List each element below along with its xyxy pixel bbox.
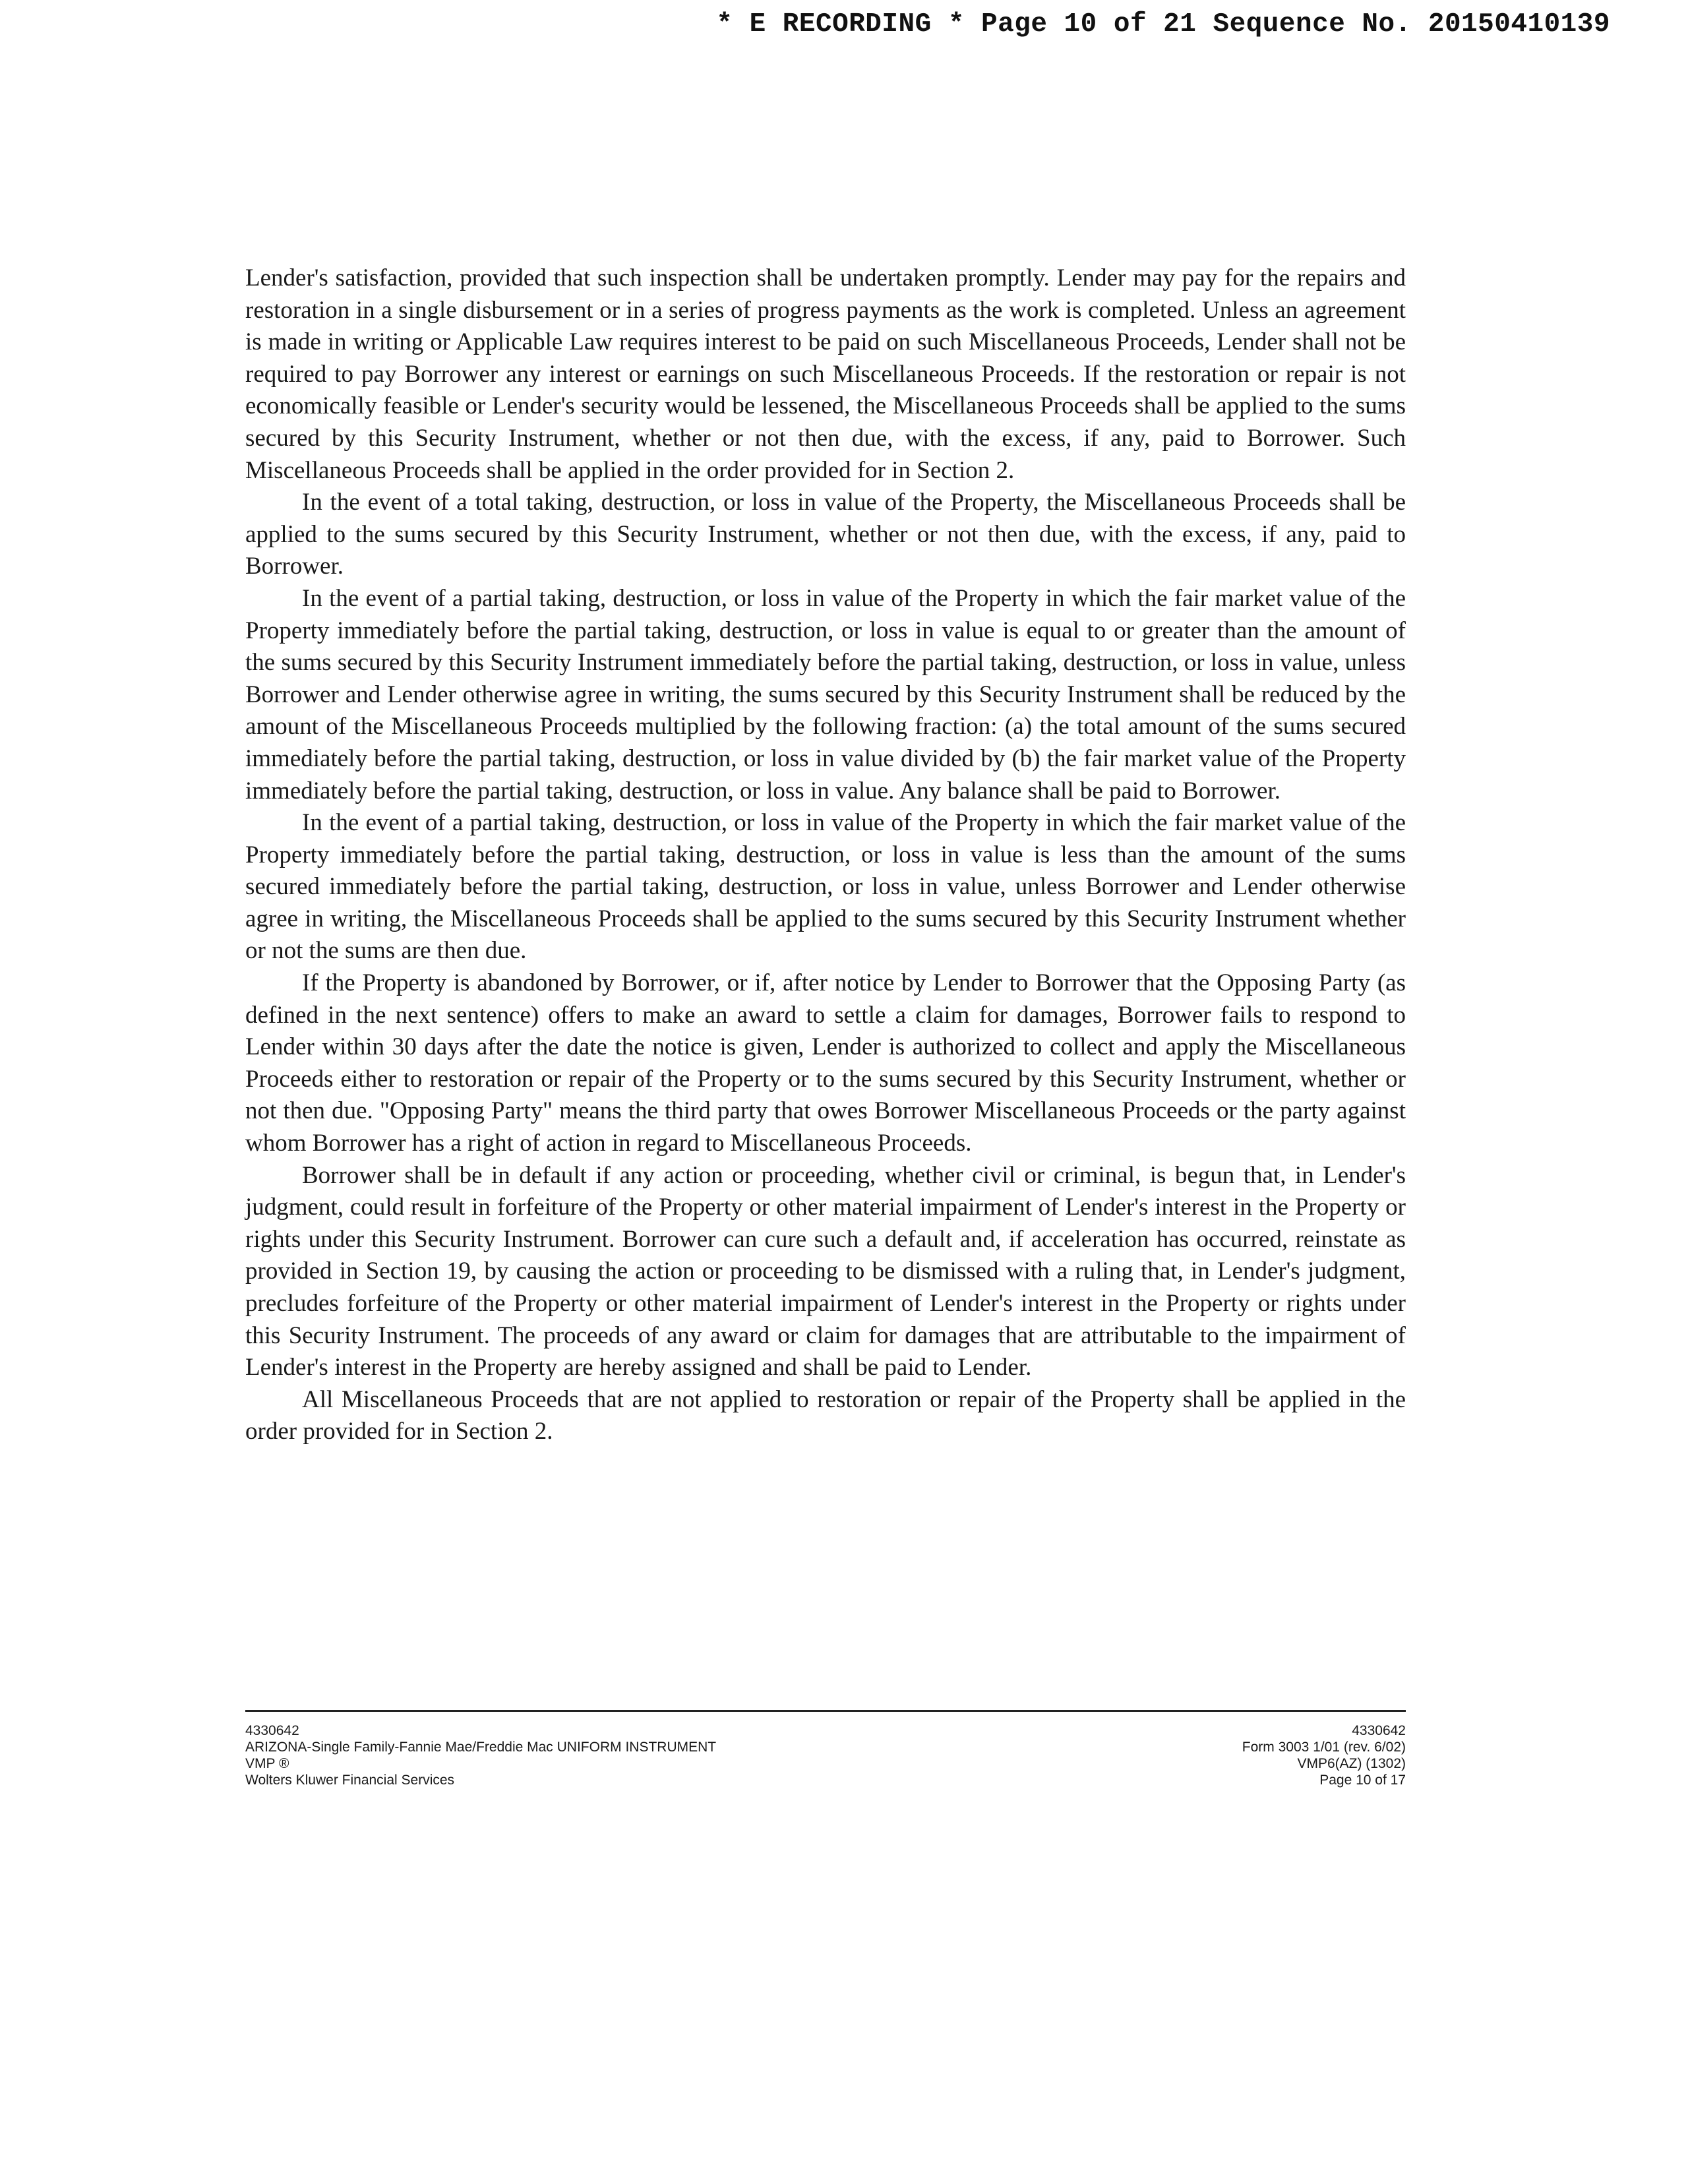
footer-form-number: Form 3003 1/01 (rev. 6/02) (1242, 1740, 1406, 1755)
footer-instrument-title: ARIZONA-Single Family-Fannie Mae/Freddie Mac UNIFORM INSTRUMENT (245, 1740, 717, 1755)
footer-loan-number-left: 4330642 (245, 1723, 299, 1738)
footer-vmp-code: VMP6(AZ) (1302) (1297, 1756, 1406, 1771)
footer-publisher: Wolters Kluwer Financial Services (245, 1773, 455, 1788)
paragraph-continuation: Lender's satisfaction, provided that such inspection shall be undertaken promptly. Lender may pay for the repairs and restoration in a single disbursement or in a series of progress payments as the work is completed. Unless an agreement is made in writing or Applicable Law requires interest to be paid on such Miscellaneous Proceeds, Lender shall not be required to pay Borrower any interest or earnings on such Miscellaneous Proceeds. If the restoration or repair is not economically feasible or Lender's security would be lessened, the Miscellaneous Proceeds shall be applied to the sums secured by this Security Instrument, whether or not then due, with the excess, if any, paid to Borrower. Such Miscellaneous Proceeds shall be applied in the order provided for in Section 2. (245, 264, 1406, 484)
recording-header: * E RECORDING * Page 10 of 21 Sequence No. 20150410139 (716, 9, 1610, 40)
paragraph-total-taking: In the event of a total taking, destruction, or loss in value of the Property, the Miscellaneous Proceeds shall be applied to the sums secured by this Security Instrument, whether or not then due, with the excess, if any, paid to Borrower. (245, 489, 1406, 580)
footer-vmp: VMP ® (245, 1756, 289, 1771)
footer-loan-number-right: 4330642 (1352, 1723, 1406, 1738)
document-body (245, 262, 1406, 1448)
paragraph-remaining-proceeds: All Miscellaneous Proceeds that are not applied to restoration or repair of the Property shall be applied in the order provided for in Section 2. (245, 1385, 1406, 1445)
footer-right (1242, 1722, 1406, 1788)
footer-page-number: Page 10 of 17 (1319, 1773, 1406, 1788)
paragraph-abandoned-property: If the Property is abandoned by Borrower, or if, after notice by Lender to Borrower that the Opposing Party (as defined in the next sentence) offers to make an award to settle a claim for damages, Borrower fails to respond to Lender within 30 days after the date the notice is given, Lender is authorized to collect and apply the Miscellaneous Proceeds either to restoration or repair of the Property or to the sums secured by this Security Instrument, whether or not then due. "Opposing Party" means the third party that owes Borrower Miscellaneous Proceeds or the party against whom Borrower has a right of action in regard to Miscellaneous Proceeds. (245, 969, 1406, 1157)
paragraph-partial-taking-equal-greater: In the event of a partial taking, destruction, or loss in value of the Property in which the fair market value of the Property immediately before the partial taking, destruction, or loss in value is equal to or greater than the amount of the sums secured by this Security Instrument immediately before the partial taking, destruction, or loss in value, unless Borrower and Lender otherwise agree in writing, the sums secured by this Security Instrument shall be reduced by the amount of the Miscellaneous Proceeds multiplied by the following fraction: (a) the total amount of the sums secured immediately before the partial taking, destruction, or loss in value divided by (b) the fair market value of the Property immediately before the partial taking, destruction, or loss in value. Any balance shall be paid to Borrower. (245, 584, 1406, 804)
paragraph-default-proceeding: Borrower shall be in default if any action or proceeding, whether civil or criminal, is begun that, in Lender's judgment, could result in forfeiture of the Property or other material impairment of Lender's interest in the Property or rights under this Security Instrument. Borrower can cure such a default and, if acceleration has occurred, reinstate as provided in Section 19, by causing the action or proceeding to be dismissed with a ruling that, in Lender's judgment, precludes forfeiture of the Property or other material impairment of Lender's interest in the Property or rights under this Security Instrument. The proceeds of any award or claim for damages that are attributable to the impairment of Lender's interest in the Property are hereby assigned and shall be paid to Lender. (245, 1161, 1406, 1381)
footer-left (245, 1722, 716, 1788)
paragraph-partial-taking-less: In the event of a partial taking, destruction, or loss in value of the Property in which the fair market value of the Property immediately before the partial taking, destruction, or loss in value is less than the amount of the sums secured immediately before the partial taking, destruction, or loss in value, unless Borrower and Lender otherwise agree in writing, the Miscellaneous Proceeds shall be applied to the sums secured by this Security Instrument whether or not the sums are then due. (245, 809, 1406, 965)
footer-divider (245, 1710, 1406, 1712)
